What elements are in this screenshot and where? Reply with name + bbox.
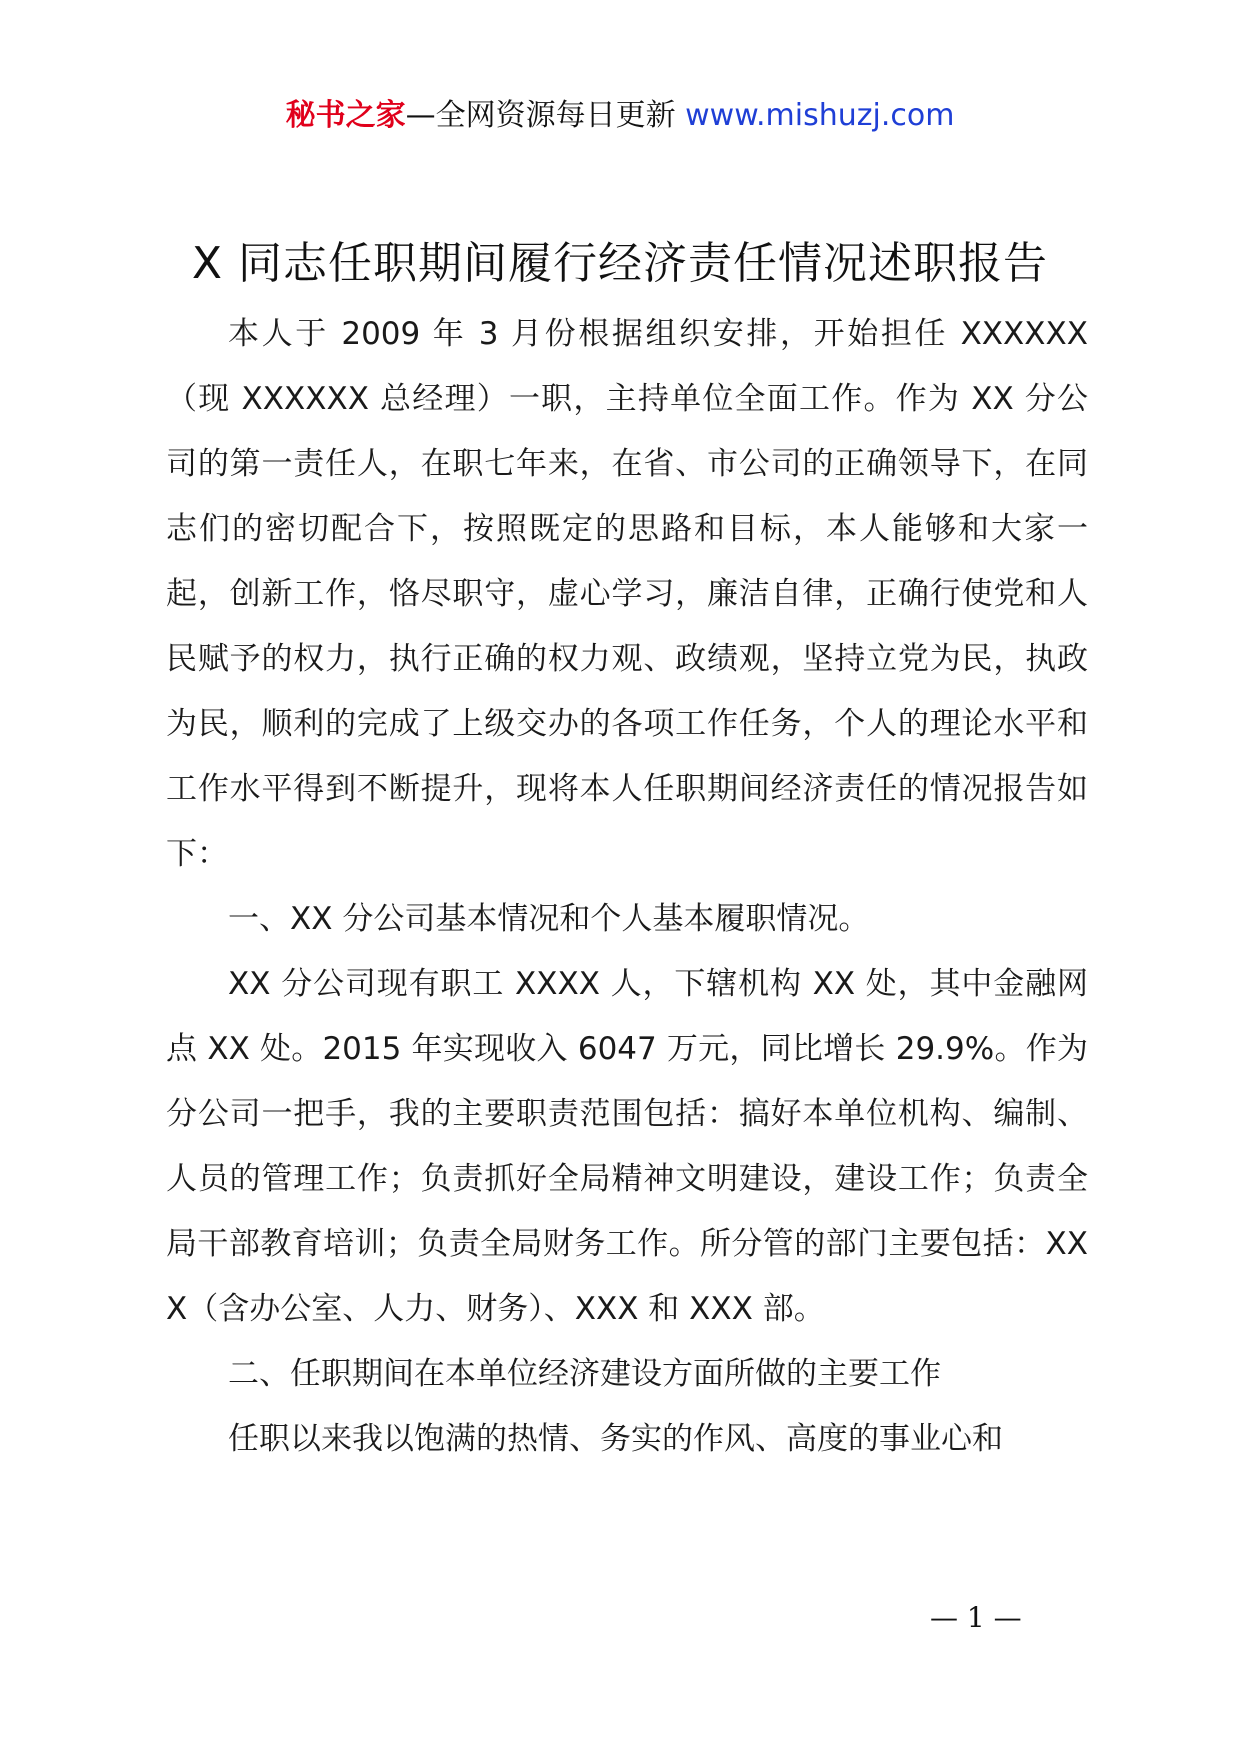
section-heading-1: 一、XX 分公司基本情况和个人基本履职情况。 [228, 901, 870, 937]
document-title: X 同志任职期间履行经济责任情况述职报告 [191, 238, 1049, 289]
page-number: — 1 — [930, 1601, 1022, 1634]
site-brand: 秘书之家 [285, 98, 406, 133]
section-heading-2: 二、任职期间在本单位经济建设方面所做的主要工作 [228, 1356, 941, 1392]
paragraph-branch-overview: XX 分公司现有职工 XXXX 人，下辖机构 XX 处，其中金融网点 XX 处。2015 年实现收入 6047 万元，同比增长 29.9%。作为分公司一把手，我的主要职责范围包括：搞好本单位机构、编制、人员的管理工作；负责抓好全局精神文明建设，建设工作；负责全局干部教育培训；负责全局财务工作。所分管的部门主要包括：XXX（含办公室、人力、财务）、XXX 和 XXX 部。 [166, 966, 1088, 1327]
document-body [166, 302, 1088, 1472]
site-slogan: —全网资源每日更新 [405, 98, 686, 133]
paragraph-work-summary: 任职以来我以饱满的热情、务实的作风、高度的事业心和 [228, 1421, 1003, 1457]
site-url-link[interactable]: www.mishuzj.com [685, 98, 955, 133]
site-header [0, 96, 1240, 136]
paragraph-intro: 本人于 2009 年 3 月份根据组织安排，开始担任 XXXXXX（现 XXXXXX 总经理）一职，主持单位全面工作。作为 XX 分公司的第一责任人，在职七年来，在省、市公司的正确领导下，在同志们的密切配合下，按照既定的思路和目标，本人能够和大家一起，创新工作，恪尽职守，虚心学习，廉洁自律，正确行使党和人民赋予的权力，执行正确的权力观、政绩观，坚持立党为民，执政为民，顺利的完成了上级交办的各项工作任务，个人的理论水平和工作水平得到不断提升，现将本人任职期间经济责任的情况报告如下： [166, 316, 1088, 872]
